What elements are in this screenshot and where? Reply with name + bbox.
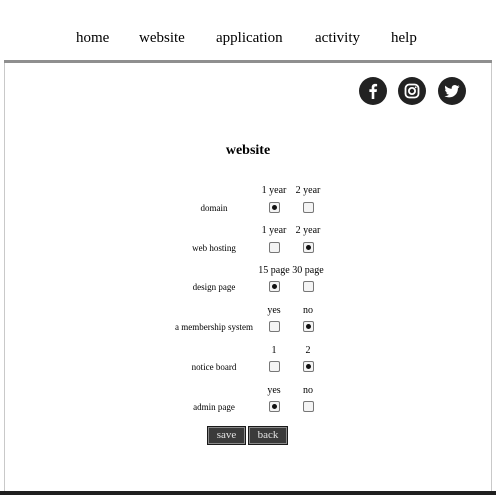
nav-item-help[interactable]: help — [391, 30, 417, 46]
radio-design-page-option-2[interactable] — [303, 281, 314, 292]
top-navigation — [4, 4, 492, 63]
row-label-design-page: design page — [192, 282, 236, 292]
radio-membership-option-1[interactable] — [269, 321, 280, 332]
option-label: 30 page — [292, 265, 324, 276]
option-label: 1 year — [261, 225, 287, 236]
option-label: 1 year — [261, 185, 287, 196]
option-label: 2 — [305, 345, 311, 356]
nav-item-website[interactable]: website — [139, 30, 185, 46]
bottom-bar — [0, 491, 496, 495]
radio-domain-option-2[interactable] — [303, 202, 314, 213]
radio-design-page-option-1[interactable] — [269, 281, 280, 292]
nav-item-home[interactable]: home — [76, 30, 110, 46]
row-label-admin-page: admin page — [193, 402, 235, 412]
row-label-domain: domain — [200, 203, 228, 213]
radio-domain-option-1[interactable] — [269, 202, 280, 213]
nav-item-application[interactable]: application — [216, 30, 283, 46]
option-label: yes — [267, 305, 281, 316]
option-label: no — [303, 305, 313, 316]
back-button[interactable]: back — [248, 426, 288, 445]
radio-notice-board-option-1[interactable] — [269, 361, 280, 372]
radio-web-hosting-option-2[interactable] — [303, 242, 314, 253]
radio-web-hosting-option-1[interactable] — [269, 242, 280, 253]
option-label: 1 — [271, 345, 277, 356]
option-label: no — [303, 385, 313, 396]
radio-admin-page-option-1[interactable] — [269, 401, 280, 412]
option-label: 2 year — [295, 225, 321, 236]
radio-notice-board-option-2[interactable] — [303, 361, 314, 372]
twitter-icon[interactable] — [438, 77, 466, 105]
row-label-web-hosting: web hosting — [192, 243, 236, 253]
option-label: yes — [267, 385, 281, 396]
instagram-icon[interactable] — [398, 77, 426, 105]
nav-item-activity[interactable]: activity — [315, 30, 360, 46]
option-label: 15 page — [258, 265, 290, 276]
radio-membership-option-2[interactable] — [303, 321, 314, 332]
form-title: website — [225, 143, 271, 158]
facebook-icon[interactable] — [359, 77, 387, 105]
radio-admin-page-option-2[interactable] — [303, 401, 314, 412]
row-label-notice-board: notice board — [191, 362, 237, 372]
row-label-membership-system: a membership system — [175, 322, 253, 332]
option-label: 2 year — [295, 185, 321, 196]
save-button[interactable]: save — [207, 426, 246, 445]
